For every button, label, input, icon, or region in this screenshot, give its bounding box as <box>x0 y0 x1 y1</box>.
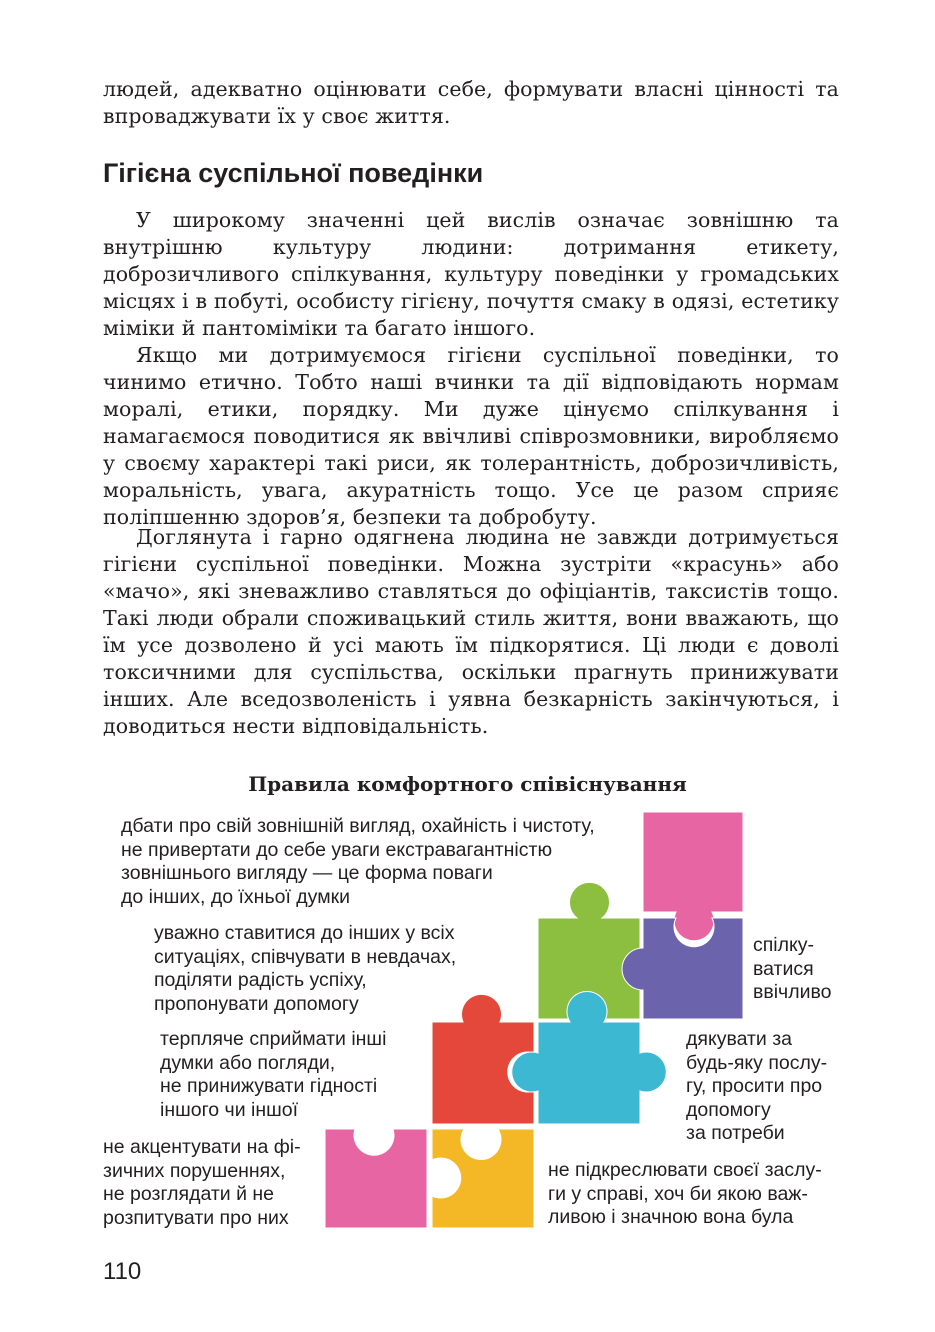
rule-attention: уважно ставитися до інших у всіх ситуаціях, співчувати в невдачах, поділяти радість успіху, пропонувати допомогу <box>154 922 457 1015</box>
puzzle-piece-pink-bottom <box>325 1129 427 1228</box>
puzzle-piece-yellow <box>432 1129 534 1228</box>
intro-paragraph: людей, адекватно оцінювати себе, формувати власні цінності та впроваджувати їх у своє життя. <box>103 77 839 128</box>
page-number: 110 <box>103 1258 142 1285</box>
rule-tolerance: терпляче сприймати інші думки або погляди, не принижувати гідності іншого чи іншої <box>160 1028 387 1121</box>
paragraph-consumerism: Доглянута і гарно одягнена людина не завжди дотримується гігієни суспільної поведінки. Можна зустріти «красунь» або «мачо», які зневажливо ставляться до офіціантів, таксистів тощо. Такі люди обрали споживацький стиль життя, вони вважають, що їм усе дозволено й усі мають їм підкорятися. Ці люди є доволі токсичними для суспільства, оскільки прагнуть принижувати інших. Але вседозволеність і уявна безкарність закінчуються, і доводиться нести відповідальність. <box>103 525 839 738</box>
section-heading: Гігієна суспільної поведінки <box>103 158 484 188</box>
rule-gratitude: дякувати за будь-яку послу- гу, просити про допомогу за потреби <box>686 1028 828 1144</box>
diagram-title: Правила комфортного співіснування <box>248 772 687 796</box>
rule-modesty: не підкреслювати своєї заслу- ги у справі, хоч би якою важ- ливою і значною вона була <box>548 1159 822 1228</box>
paragraph-ethics: Якщо ми дотримуємося гігієни суспільної поведінки, то чинимо етично. Тобто наші вчинки та дії відповідають нормам моралі, етики, порядку. Ми дуже цінуємо спілкування і намагаємося поводитися як ввічливі співрозмовники, виробляємо у своєму характері такі риси, як толерантність, доброзичливість, моральність, увага, акуратність тощо. Усе це разом сприяє поліпшенню здоров’я, безпеки та добробуту. <box>103 343 839 529</box>
rule-disabilities: не акцентувати на фі- зичних порушеннях, не розглядати й не розпитувати про них <box>103 1136 301 1229</box>
rule-appearance: дбати про свій зовнішній вигляд, охайність і чистоту, не привертати до себе уваги екстравагантністю зовнішнього вигляду — це форма поваги до інших, до їхньої думки <box>121 815 595 908</box>
paragraph-definition: У широкому значенні цей вислів означає зовнішню та внутрішню культуру людини: дотримання етикету, доброзичливого спілкування, культуру поведінки у громадських місцях і в побуті, особисту гігієну, почуття смаку в одязі, естетику міміки й пантоміміки та багато іншого. <box>103 208 839 340</box>
rule-polite: спілку- ватися ввічливо <box>753 934 832 1003</box>
